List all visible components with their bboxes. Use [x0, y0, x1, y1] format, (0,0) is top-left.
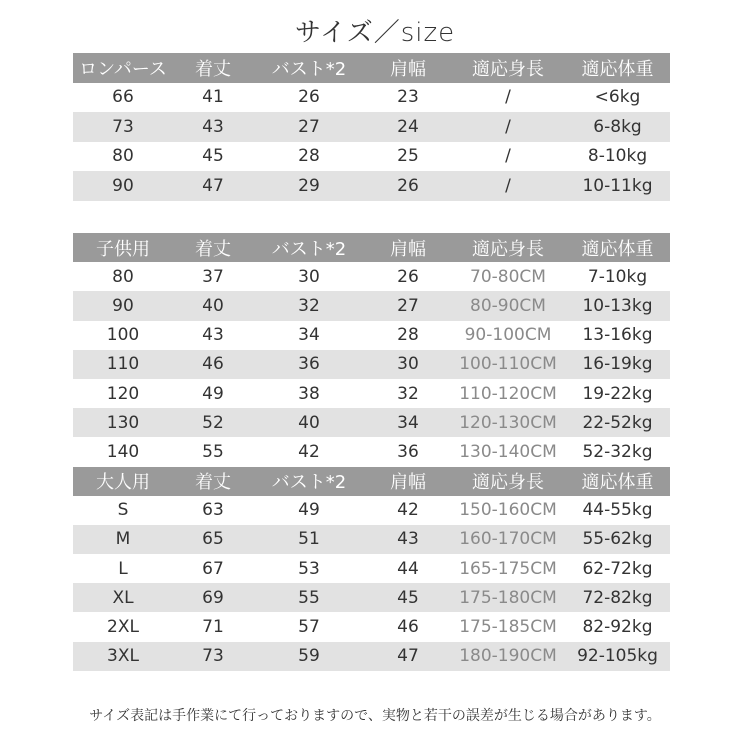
size-cell: S	[117, 500, 129, 521]
weight-cell: 92-105kg	[565, 642, 670, 671]
footnote: サイズ表記は手作業にて行っておりますので、実物と若干の誤差が生じる場合があります。	[89, 708, 661, 724]
shoulder-cell: 43	[365, 525, 451, 554]
shoulder-cell: 36	[397, 441, 419, 462]
size-cell: 120	[106, 383, 140, 404]
weight-cell: 19-22kg	[582, 383, 653, 404]
length-cell: 47	[173, 171, 253, 201]
height-cell: 130-140CM	[459, 441, 557, 462]
bust-cell: 30	[298, 266, 320, 287]
size-cell: 80	[112, 266, 134, 287]
size-cell: 130	[73, 408, 173, 437]
length-cell: 69	[173, 583, 253, 612]
weight-cell: 72-82kg	[565, 583, 670, 612]
size-cell: L	[118, 558, 128, 579]
size-cell: 3XL	[73, 642, 173, 671]
height-cell: 150-160CM	[459, 500, 557, 521]
table-row	[73, 262, 670, 291]
height-cell: 100-110CM	[451, 350, 565, 379]
header-cell: ロンパース	[73, 53, 173, 83]
weight-cell: 82-92kg	[582, 617, 653, 638]
length-cell: 41	[202, 87, 224, 108]
shoulder-cell: 44	[397, 558, 419, 579]
size-cell: 2XL	[107, 617, 139, 638]
length-cell: 52	[173, 408, 253, 437]
table-row	[73, 379, 670, 408]
size-cell: 90	[73, 291, 173, 320]
length-cell: 37	[202, 266, 224, 287]
length-cell: 73	[173, 642, 253, 671]
header-cell: 適応身長	[451, 53, 565, 83]
romper-size-table	[73, 53, 670, 201]
shoulder-cell: 23	[397, 87, 419, 108]
table-header-row	[73, 53, 670, 83]
height-cell: 70-80CM	[470, 266, 546, 287]
height-cell: /	[505, 87, 511, 108]
shoulder-cell: 34	[365, 408, 451, 437]
bust-cell: 53	[298, 558, 320, 579]
bust-cell: 38	[298, 383, 320, 404]
table-row	[73, 291, 670, 320]
size-cell: 73	[73, 112, 173, 142]
length-cell: 65	[173, 525, 253, 554]
table-header-row	[73, 467, 670, 496]
length-cell: 45	[202, 146, 224, 167]
shoulder-cell: 28	[397, 325, 419, 346]
bust-cell: 51	[253, 525, 365, 554]
length-cell: 46	[173, 350, 253, 379]
header-cell: 着丈	[173, 467, 253, 496]
table-header-row	[73, 233, 670, 262]
kids-adult-size-table	[73, 233, 670, 671]
bust-cell: 27	[253, 112, 365, 142]
table-row	[73, 554, 670, 583]
table-row	[73, 171, 670, 201]
weight-cell: 10-11kg	[565, 171, 670, 201]
table-row	[73, 437, 670, 466]
length-cell: 43	[173, 112, 253, 142]
header-cell: 適応体重	[565, 467, 670, 496]
weight-cell: 52-32kg	[582, 441, 653, 462]
header-cell: 適応体重	[565, 233, 670, 262]
header-cell: 肩幅	[365, 53, 451, 83]
weight-cell: 16-19kg	[565, 350, 670, 379]
weight-cell: 44-55kg	[582, 500, 653, 521]
bust-cell: 55	[253, 583, 365, 612]
header-cell: 肩幅	[365, 233, 451, 262]
table-row	[73, 642, 670, 671]
shoulder-cell: 30	[365, 350, 451, 379]
size-cell: 90	[73, 171, 173, 201]
header-cell: バスト*2	[253, 467, 365, 496]
header-cell: 子供用	[73, 233, 173, 262]
table-row	[73, 142, 670, 172]
height-cell: 110-120CM	[459, 383, 557, 404]
table-row	[73, 83, 670, 113]
bust-cell: 28	[298, 146, 320, 167]
weight-cell: 22-52kg	[565, 408, 670, 437]
height-cell: 90-100CM	[464, 325, 552, 346]
length-cell: 40	[173, 291, 253, 320]
page-title: サイズ／size	[294, 18, 456, 48]
table-row	[73, 112, 670, 142]
bust-cell: 59	[253, 642, 365, 671]
shoulder-cell: 42	[397, 500, 419, 521]
bust-cell: 32	[253, 291, 365, 320]
shoulder-cell: 26	[397, 266, 419, 287]
table-row	[73, 583, 670, 612]
weight-cell: 13-16kg	[582, 325, 653, 346]
length-cell: 71	[202, 617, 224, 638]
header-cell: 着丈	[173, 53, 253, 83]
header-cell: 着丈	[173, 233, 253, 262]
shoulder-cell: 27	[365, 291, 451, 320]
bust-cell: 49	[298, 500, 320, 521]
shoulder-cell: 46	[397, 617, 419, 638]
shoulder-cell: 25	[397, 146, 419, 167]
header-cell: バスト*2	[253, 233, 365, 262]
bust-cell: 40	[253, 408, 365, 437]
table-row	[73, 612, 670, 641]
bust-cell: 42	[298, 441, 320, 462]
weight-cell: 6-8kg	[565, 112, 670, 142]
header-cell: 適応身長	[451, 467, 565, 496]
shoulder-cell: 45	[365, 583, 451, 612]
length-cell: 55	[202, 441, 224, 462]
size-cell: 140	[106, 441, 140, 462]
height-cell: 165-175CM	[459, 558, 557, 579]
height-cell: 120-130CM	[451, 408, 565, 437]
header-cell: バスト*2	[253, 53, 365, 83]
height-cell: /	[451, 112, 565, 142]
shoulder-cell: 24	[365, 112, 451, 142]
table-row	[73, 408, 670, 437]
length-cell: 67	[202, 558, 224, 579]
shoulder-cell: 47	[365, 642, 451, 671]
bust-cell: 26	[298, 87, 320, 108]
bust-cell: 57	[298, 617, 320, 638]
weight-cell: 62-72kg	[582, 558, 653, 579]
weight-cell: 8-10kg	[587, 146, 648, 167]
weight-cell: <6kg	[594, 87, 641, 108]
bust-cell: 34	[298, 325, 320, 346]
size-cell: 80	[112, 146, 134, 167]
bust-cell: 36	[253, 350, 365, 379]
height-cell: /	[505, 146, 511, 167]
length-cell: 43	[202, 325, 224, 346]
height-cell: 175-185CM	[459, 617, 557, 638]
header-cell: 大人用	[73, 467, 173, 496]
bust-cell: 29	[253, 171, 365, 201]
height-cell: 160-170CM	[451, 525, 565, 554]
height-cell: 80-90CM	[451, 291, 565, 320]
size-cell: M	[73, 525, 173, 554]
header-cell: 肩幅	[365, 467, 451, 496]
height-cell: /	[451, 171, 565, 201]
size-cell: 100	[106, 325, 140, 346]
size-cell: 110	[73, 350, 173, 379]
size-cell: 66	[112, 87, 134, 108]
header-cell: 適応身長	[451, 233, 565, 262]
weight-cell: 55-62kg	[565, 525, 670, 554]
header-cell: 適応体重	[565, 53, 670, 83]
table-row	[73, 321, 670, 350]
weight-cell: 10-13kg	[565, 291, 670, 320]
shoulder-cell: 32	[397, 383, 419, 404]
shoulder-cell: 26	[365, 171, 451, 201]
length-cell: 49	[202, 383, 224, 404]
table-row	[73, 350, 670, 379]
length-cell: 63	[202, 500, 224, 521]
height-cell: 175-180CM	[451, 583, 565, 612]
table-row	[73, 525, 670, 554]
size-cell: XL	[73, 583, 173, 612]
weight-cell: 7-10kg	[587, 266, 648, 287]
table-row	[73, 496, 670, 525]
height-cell: 180-190CM	[451, 642, 565, 671]
